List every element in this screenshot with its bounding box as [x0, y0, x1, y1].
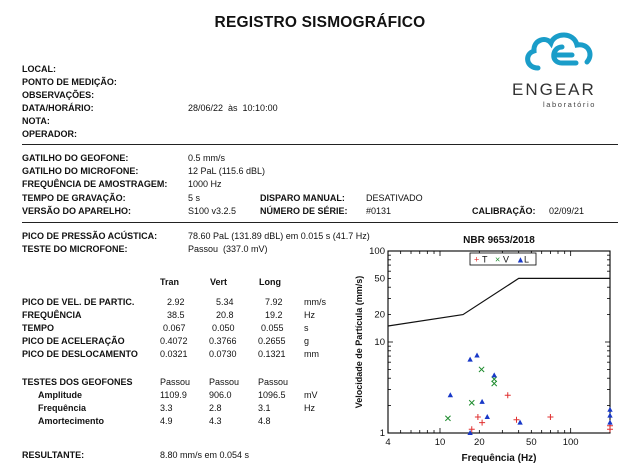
cell-vert: 0.0730 — [209, 349, 237, 359]
status-tran: Passou — [160, 377, 191, 387]
cell-vert: 4.3 — [209, 416, 222, 426]
cell-vert: 0.3766 — [209, 336, 237, 346]
cell-long: 3.1 — [258, 403, 271, 413]
cell-long: 4.8 — [258, 416, 271, 426]
frequencia-amostragem-value: 1000 Hz — [188, 179, 222, 189]
cell-tran: 1109.9 — [160, 390, 187, 400]
cell-vert: 5.34 — [216, 297, 234, 307]
x-tick-label: 50 — [526, 437, 537, 448]
cell-unit: mm/s — [304, 297, 326, 307]
divider — [22, 144, 618, 145]
x-tick-label: 4 — [385, 437, 391, 448]
data-point-l — [607, 413, 612, 418]
versao-aparelho-label: VERSÃO DO APARELHO: — [22, 206, 132, 216]
data-point-l — [479, 399, 484, 404]
resultante-label: RESULTANTE: — [22, 450, 85, 460]
y-axis-label: Velocidade de Partícula (mm/s) — [354, 275, 364, 409]
cell-unit: s — [304, 323, 309, 333]
teste-microfone-label: TESTE DO MICROFONE: — [22, 244, 128, 254]
disparo-manual-label: DISPARO MANUAL: — [260, 193, 345, 203]
vibration-chart — [350, 243, 640, 475]
cell-unit: Hz — [304, 310, 315, 320]
frequencia-amostragem-label: FREQUÊNCIA DE AMOSTRAGEM: — [22, 179, 168, 189]
cell-tran: 0.4072 — [160, 336, 188, 346]
data-point-v — [492, 377, 497, 382]
cell-vert: 0.050 — [212, 323, 235, 333]
versao-aparelho-value: S100 v3.2.5 — [188, 206, 237, 216]
cell-vert: 2.8 — [209, 403, 222, 413]
cloud-logo-icon — [520, 30, 620, 76]
cell-unit: mV — [304, 390, 318, 400]
pico-pressao-label: PICO DE PRESSÃO ACÚSTICA: — [22, 231, 158, 241]
gatilho-microfone-value: 12 PaL (115.6 dBL) — [188, 166, 266, 176]
cell-tran: 4.9 — [160, 416, 173, 426]
row-label: PICO DE ACELERAÇÃO — [22, 336, 125, 346]
cell-tran: 2.92 — [167, 297, 185, 307]
gatilho-geofone-value: 0.5 mm/s — [188, 153, 226, 163]
y-tick-label: 1 — [379, 428, 385, 439]
cell-tran: 0.0321 — [160, 349, 188, 359]
x-axis-label: Frequência (Hz) — [461, 453, 537, 464]
cell-unit: g — [304, 336, 310, 346]
observacoes-label: OBSERVAÇÕES: — [22, 90, 95, 100]
cell-vert: 20.8 — [216, 310, 234, 320]
status-long: Passou — [258, 377, 289, 387]
data-point-v — [445, 416, 450, 421]
cell-tran: 0.067 — [163, 323, 186, 333]
ponto-label: PONTO DE MEDIÇÃO: — [22, 77, 117, 87]
teste-microfone-value: Passou (337.0 mV) — [188, 244, 268, 254]
data-point-t — [505, 392, 511, 398]
test-label: Frequência — [38, 403, 87, 413]
calibracao-value: 02/09/21 — [549, 206, 585, 216]
resultante-value: 8.80 mm/s em 0.054 s — [160, 450, 250, 460]
data-point-l — [467, 357, 472, 362]
column-header-long: Long — [259, 277, 281, 287]
row-label: TEMPO — [22, 323, 55, 333]
cell-long: 0.055 — [261, 323, 284, 333]
tempo-gravacao-label: TEMPO DE GRAVAÇÃO: — [22, 193, 126, 203]
data-point-t — [479, 420, 485, 426]
numero-serie-label: NÚMERO DE SÉRIE: — [260, 206, 348, 216]
y-tick-label: 10 — [374, 337, 385, 348]
y-tick-label: 100 — [369, 246, 385, 257]
cell-long: 0.1321 — [258, 349, 286, 359]
logo-brand: ENGEAR — [512, 80, 596, 99]
pico-pressao-value: 78.60 PaL (131.89 dBL) em 0.015 s (41.7 Hz) — [188, 231, 370, 241]
logo-subtitle: laboratório — [543, 100, 597, 109]
data-point-t — [547, 414, 553, 420]
numero-serie-value: #0131 — [366, 206, 392, 216]
cell-long: 7.92 — [265, 297, 283, 307]
testes-geofones-label: TESTES DOS GEOFONES — [22, 377, 133, 387]
data-point-v — [469, 400, 474, 405]
data-point-l — [607, 407, 612, 412]
operador-label: OPERADOR: — [22, 129, 78, 139]
test-label: Amortecimento — [38, 416, 105, 426]
data-point-l — [492, 372, 497, 377]
calibracao-label: CALIBRAÇÃO: — [472, 206, 536, 216]
legend-label: T — [482, 254, 488, 265]
y-tick-label: 20 — [374, 309, 385, 321]
legend-label: L — [524, 254, 530, 265]
legend-marker: + — [474, 254, 480, 265]
legend-marker: ▲ — [516, 254, 525, 265]
data-point-l — [485, 414, 490, 419]
data-label: DATA/HORÁRIO: — [22, 103, 94, 113]
cell-unit: Hz — [304, 403, 315, 413]
cell-long: 19.2 — [265, 310, 283, 320]
nota-label: NOTA: — [22, 116, 50, 126]
legend-label: V — [503, 254, 510, 265]
data-value: 28/06/22 às 10:10:00 — [188, 103, 278, 113]
disparo-manual-value: DESATIVADO — [366, 193, 423, 203]
tempo-gravacao-value: 5 s — [188, 193, 201, 203]
data-point-l — [517, 420, 522, 425]
cell-long: 0.2655 — [258, 336, 286, 346]
data-point-t — [513, 417, 519, 423]
limit-curve-line — [388, 278, 610, 326]
data-point-v — [479, 367, 484, 372]
cell-tran: 3.3 — [160, 403, 173, 413]
x-tick-label: 100 — [562, 437, 579, 448]
x-tick-label: 20 — [474, 437, 485, 448]
divider — [22, 222, 618, 223]
gatilho-geofone-label: GATILHO DO GEOFONE: — [22, 153, 129, 163]
data-point-l — [448, 392, 453, 397]
row-label: PICO DE VEL. DE PARTIC. — [22, 297, 135, 307]
cell-vert: 906.0 — [209, 390, 232, 400]
data-point-l — [474, 353, 479, 358]
cell-unit: mm — [304, 349, 319, 359]
cell-long: 1096.5 — [258, 390, 286, 400]
row-label: PICO DE DESLOCAMENTO — [22, 349, 138, 359]
x-tick-label: 10 — [434, 437, 446, 448]
status-vert: Passou — [209, 377, 240, 387]
test-label: Amplitude — [38, 390, 82, 400]
page-title: REGISTRO SISMOGRÁFICO — [214, 14, 426, 31]
legend-marker: × — [495, 254, 501, 265]
column-header-tran: Tran — [160, 277, 180, 287]
local-label: LOCAL: — [22, 64, 56, 74]
y-tick-label: 50 — [374, 273, 385, 285]
chart-title: NBR 9653/2018 — [463, 235, 535, 246]
cell-tran: 38.5 — [167, 310, 185, 320]
column-header-vert: Vert — [210, 277, 228, 287]
company-logo — [500, 30, 635, 110]
gatilho-microfone-label: GATILHO DO MICROFONE: — [22, 166, 139, 176]
row-label: FREQUÊNCIA — [22, 310, 82, 320]
data-point-t — [475, 414, 481, 420]
data-point-l — [607, 420, 612, 425]
